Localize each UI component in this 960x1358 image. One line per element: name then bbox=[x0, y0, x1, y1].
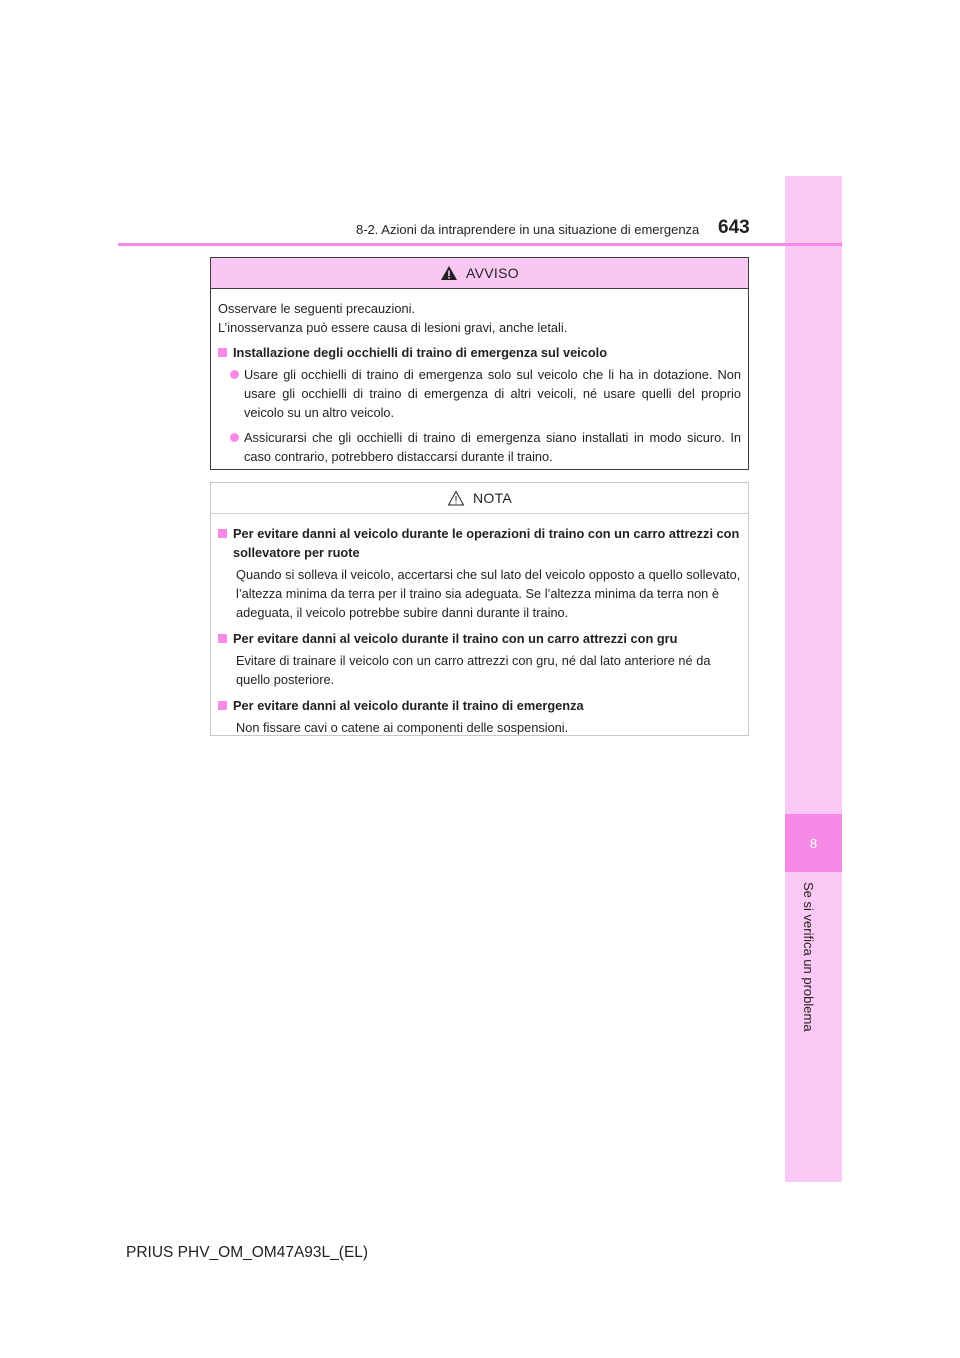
square-bullet-icon bbox=[218, 701, 227, 710]
warning-box bbox=[210, 257, 749, 470]
note-text: Quando si solleva il veicolo, accertarsi che sul lato del veicolo opposto a quello sollevato, l’altezza minima da terra per il traino sia adeguata. Se l’altezza minima da terra non è adeguata, il veicolo potrebbe subire danni durante il traino. bbox=[236, 567, 741, 620]
warning-bullet-text: Assicurarsi che gli occhielli di traino di emergenza siano installati in modo sicuro. In caso contrario, potrebbero distaccarsi durante il traino. bbox=[244, 430, 741, 464]
square-bullet-icon bbox=[218, 529, 227, 538]
note-body bbox=[211, 514, 748, 737]
warning-bullet bbox=[230, 428, 741, 466]
note-heading-text: Per evitare danni al veicolo durante le operazioni di traino con un carro attrezzi con sollevatore per ruote bbox=[233, 526, 740, 560]
warning-heading bbox=[218, 343, 741, 362]
note-heading bbox=[218, 696, 741, 715]
note-box bbox=[210, 482, 749, 736]
note-heading bbox=[218, 629, 741, 648]
warning-body bbox=[211, 289, 748, 466]
note-text: Non fissare cavi o catene ai componenti delle sospensioni. bbox=[236, 720, 569, 735]
page-number: 643 bbox=[718, 217, 750, 238]
caution-triangle-icon bbox=[447, 490, 465, 506]
warning-label: AVVISO bbox=[466, 265, 519, 281]
note-heading-text: Per evitare danni al veicolo durante il traino con un carro attrezzi con gru bbox=[233, 631, 678, 646]
chapter-number: 8 bbox=[785, 814, 842, 872]
warning-triangle-icon bbox=[440, 265, 458, 281]
chapter-title bbox=[800, 882, 824, 1142]
warning-heading-text: Installazione degli occhielli di traino di emergenza sul veicolo bbox=[233, 345, 608, 360]
note-heading-text: Per evitare danni al veicolo durante il traino di emergenza bbox=[233, 698, 584, 713]
document-code: PRIUS PHV_OM_OM47A93L_(EL) bbox=[126, 1244, 369, 1261]
square-bullet-icon bbox=[218, 348, 227, 357]
note-heading bbox=[218, 524, 741, 562]
warning-bullet-text: Usare gli occhielli di traino di emergenza solo sul veicolo che li ha in dotazione. Non usare gli occhielli di traino di emergenza di altri veicoli, né usare quelli del proprio veicolo su un altro veicolo. bbox=[244, 367, 741, 420]
chapter-title-text: Se si verifica un problema bbox=[801, 882, 816, 1032]
circle-bullet-icon bbox=[230, 433, 239, 442]
note-header bbox=[211, 483, 748, 514]
note-text: Evitare di trainare il veicolo con un carro attrezzi con gru, né dal lato anteriore né da quello posteriore. bbox=[236, 653, 711, 687]
square-bullet-icon bbox=[218, 634, 227, 643]
circle-bullet-icon bbox=[230, 370, 239, 379]
section-title: 8-2. Azioni da intraprendere in una situazione di emergenza bbox=[356, 222, 700, 237]
note-label: NOTA bbox=[472, 490, 513, 506]
warning-intro-1: Osservare le seguenti precauzioni. bbox=[218, 301, 416, 316]
warning-header bbox=[211, 258, 748, 289]
header-rule bbox=[118, 243, 842, 246]
warning-intro-2: L’inosservanza può essere causa di lesioni gravi, anche letali. bbox=[218, 320, 568, 335]
warning-bullet bbox=[230, 365, 741, 422]
